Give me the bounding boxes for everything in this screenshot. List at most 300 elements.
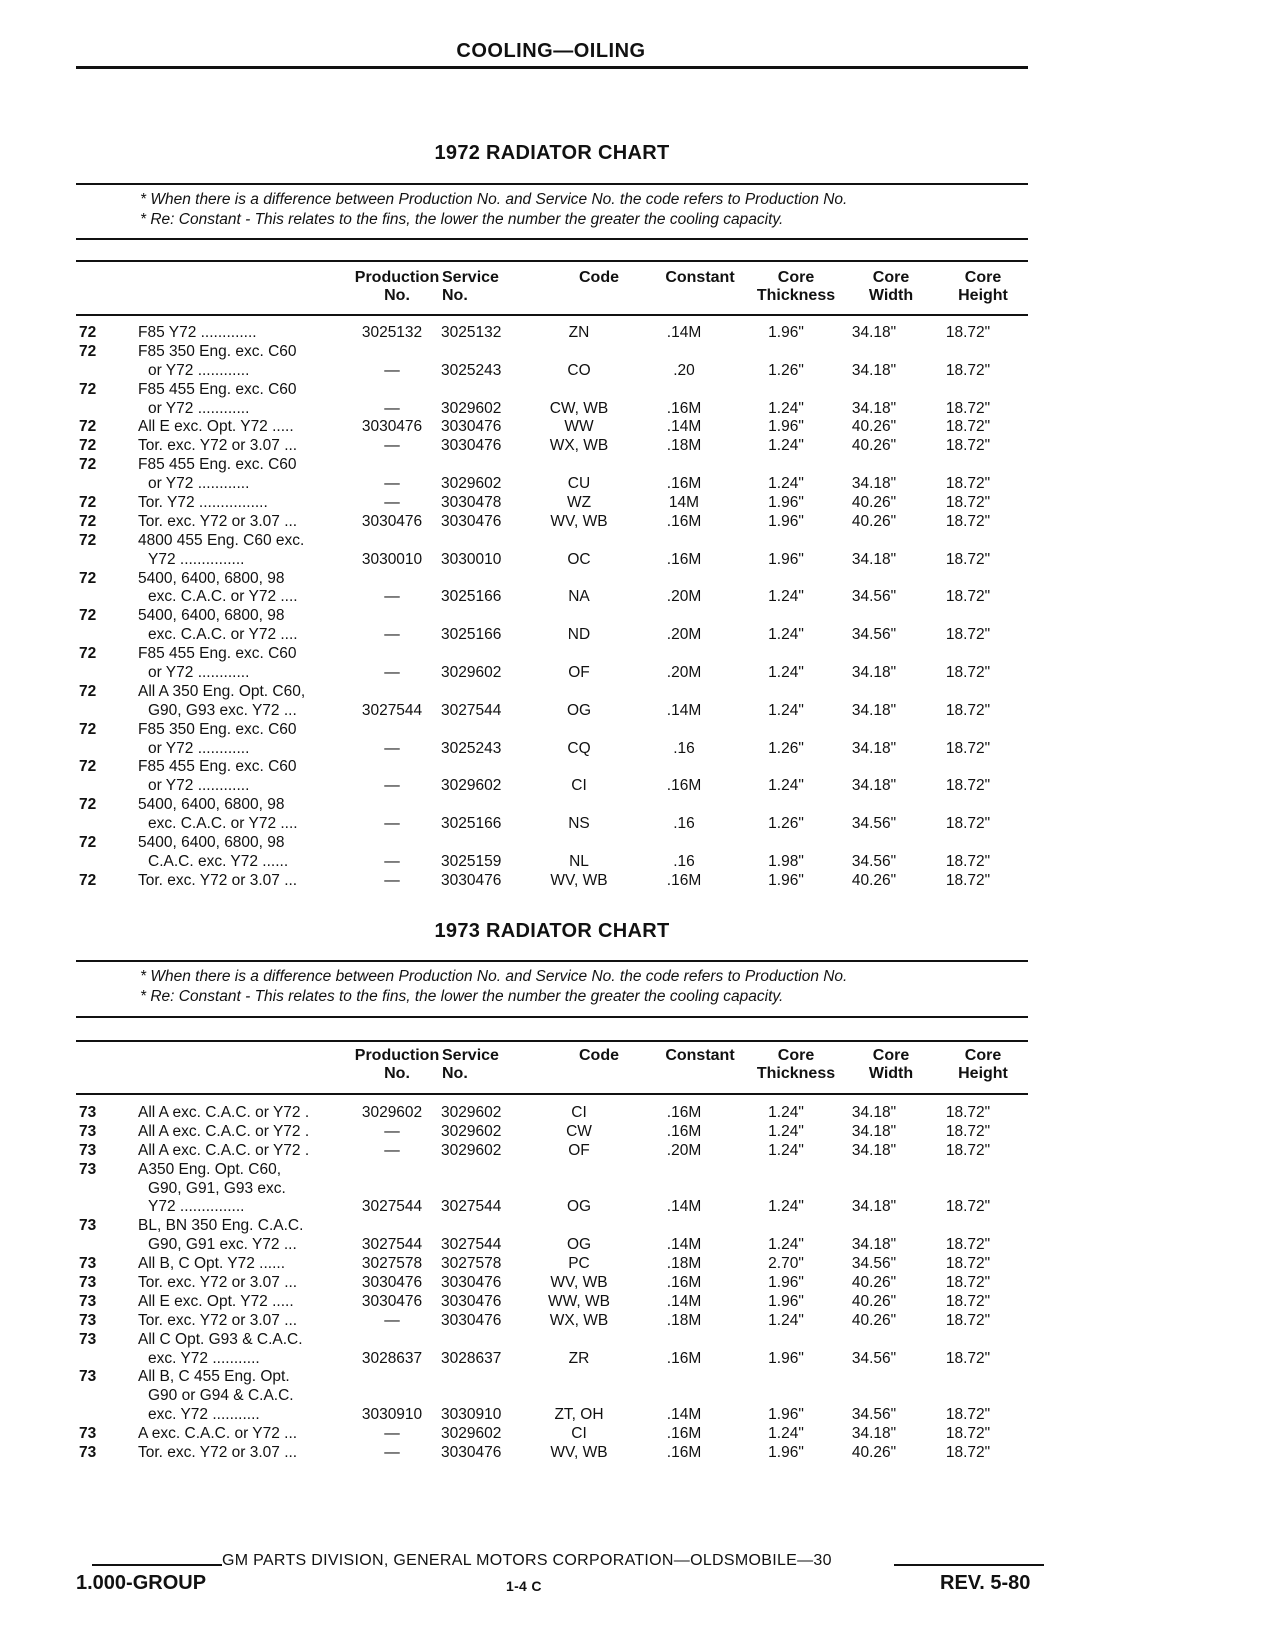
- table-row: [76, 588, 1036, 607]
- service-no-cell: 3029602: [441, 475, 502, 493]
- core-height-cell: 18.72": [945, 1104, 991, 1121]
- divider: [76, 314, 1028, 316]
- production-no-cell: —: [384, 437, 400, 455]
- code-cell: ND: [567, 626, 591, 644]
- core-thickness-cell: 1.24": [768, 588, 804, 606]
- code-cell: CI: [571, 1104, 587, 1121]
- description-cell: C.A.C. exc. Y72 ......: [148, 852, 289, 870]
- production-no-cell: —: [384, 494, 400, 512]
- table-row: [76, 513, 1036, 532]
- constant-cell: .14M: [666, 418, 702, 436]
- year-cell: 73: [79, 1141, 97, 1159]
- description-cell: All E exc. Opt. Y72 .....: [138, 418, 294, 436]
- core-width-cell: 34.56": [851, 588, 897, 606]
- year-cell: 72: [79, 682, 97, 700]
- year-cell: 73: [79, 1311, 97, 1329]
- column-header-service: Service No.: [442, 1047, 499, 1082]
- constant-cell: .14M: [666, 1198, 702, 1216]
- core-thickness-cell: 1.98": [768, 852, 804, 870]
- service-no-cell: 3030476: [441, 1311, 502, 1329]
- service-no-cell: 3025243: [441, 739, 502, 757]
- production-no-cell: —: [384, 588, 400, 606]
- core-width-cell: 34.18": [851, 475, 897, 493]
- divider: [76, 183, 1028, 185]
- core-thickness-cell: 1.24": [768, 1311, 804, 1329]
- production-no-cell: 3030010: [361, 550, 423, 568]
- core-thickness-cell: 1.24": [768, 1141, 804, 1159]
- service-no-cell: 3030476: [441, 1292, 502, 1310]
- constant-cell: .16M: [666, 550, 702, 568]
- core-height-cell: 18.72": [945, 1444, 991, 1462]
- divider: [76, 1093, 1028, 1095]
- constant-cell: .14M: [666, 701, 702, 719]
- divider: [76, 1040, 1028, 1042]
- year-cell: 72: [79, 324, 97, 341]
- constant-cell: .20M: [666, 588, 702, 606]
- service-no-cell: 3027544: [441, 1236, 502, 1254]
- core-width-cell: 34.56": [851, 852, 897, 870]
- constant-cell: .16M: [666, 1122, 702, 1140]
- table-row: [76, 551, 1036, 570]
- description-cell: F85 Y72 .............: [138, 324, 257, 341]
- core-thickness-cell: 1.96": [768, 418, 804, 436]
- core-thickness-cell: 1.96": [768, 1406, 804, 1424]
- description-cell: Tor. exc. Y72 or 3.07 ...: [138, 871, 298, 889]
- table-row: [76, 1180, 1036, 1199]
- code-cell: NS: [568, 815, 590, 833]
- constant-cell: .18M: [666, 1311, 702, 1329]
- code-cell: CQ: [567, 739, 591, 757]
- code-cell: PC: [568, 1255, 590, 1273]
- table-row: [76, 1198, 1036, 1217]
- column-header-service: Service No.: [442, 269, 499, 304]
- year-cell: 73: [79, 1368, 97, 1386]
- table-row: [76, 626, 1036, 645]
- code-cell: WW: [564, 418, 594, 436]
- core-height-cell: 18.72": [945, 852, 991, 870]
- table-row: [76, 1104, 1036, 1123]
- table-row: [76, 796, 1036, 815]
- description-cell: All A exc. C.A.C. or Y72 .: [138, 1104, 310, 1121]
- service-no-cell: 3025166: [441, 815, 502, 833]
- code-cell: CI: [571, 777, 587, 795]
- core-width-cell: 40.26": [851, 1292, 897, 1310]
- description-cell: 4800 455 Eng. C60 exc.: [138, 531, 305, 549]
- core-thickness-cell: 1.96": [768, 494, 804, 512]
- service-no-cell: 3025166: [441, 626, 502, 644]
- core-thickness-cell: 1.96": [768, 1292, 804, 1310]
- core-height-cell: 18.72": [945, 475, 991, 493]
- core-height-cell: 18.72": [945, 777, 991, 795]
- year-cell: 73: [79, 1444, 97, 1462]
- table-row: [76, 740, 1036, 759]
- core-thickness-cell: 1.96": [768, 550, 804, 568]
- service-no-cell: 3027544: [441, 1198, 502, 1216]
- constant-cell: 14M: [668, 494, 700, 512]
- constant-cell: .16: [673, 815, 695, 833]
- core-width-cell: 34.56": [851, 626, 897, 644]
- core-height-cell: 18.72": [945, 1236, 991, 1254]
- year-cell: 72: [79, 871, 97, 889]
- core-thickness-cell: 1.24": [768, 1425, 804, 1443]
- service-no-cell: 3030476: [441, 871, 502, 889]
- production-no-cell: —: [384, 399, 400, 417]
- year-cell: 72: [79, 645, 97, 663]
- core-thickness-cell: 1.24": [768, 1122, 804, 1140]
- code-cell: ZT, OH: [554, 1406, 604, 1424]
- core-height-cell: 18.72": [945, 550, 991, 568]
- column-header-core-height: Core Height: [958, 1047, 1008, 1082]
- table-row: [76, 758, 1036, 777]
- core-width-cell: 40.26": [851, 512, 897, 530]
- service-no-cell: 3029602: [441, 399, 502, 417]
- year-cell: 73: [79, 1217, 97, 1235]
- description-cell: All A 350 Eng. Opt. C60,: [138, 682, 306, 700]
- constant-cell: .16M: [666, 475, 702, 493]
- table-row: [76, 683, 1036, 702]
- core-height-cell: 18.72": [945, 1406, 991, 1424]
- description-cell: All B, C Opt. Y72 ......: [138, 1255, 286, 1273]
- column-header-core-width: Core Width: [868, 1047, 914, 1082]
- core-width-cell: 34.56": [851, 1255, 897, 1273]
- notes-1972: [140, 190, 1020, 230]
- core-thickness-cell: 1.96": [768, 1274, 804, 1292]
- production-no-cell: 3028637: [361, 1349, 423, 1367]
- production-no-cell: —: [384, 1141, 400, 1159]
- table-row: [76, 1406, 1036, 1425]
- code-cell: WX, WB: [549, 437, 609, 455]
- constant-cell: .16M: [666, 871, 702, 889]
- core-height-cell: 18.72": [945, 1292, 991, 1310]
- header-rule: [76, 66, 1028, 69]
- core-thickness-cell: 1.26": [768, 815, 804, 833]
- divider: [76, 238, 1028, 240]
- code-cell: OC: [567, 550, 591, 568]
- year-cell: 72: [79, 531, 97, 549]
- table-row: [76, 645, 1036, 664]
- service-no-cell: 3029602: [441, 1104, 502, 1121]
- code-cell: OG: [566, 1236, 592, 1254]
- note-line: * Re: Constant - This relates to the fins, the lower the number the greater the cooling capacity.: [140, 211, 784, 228]
- footer-group: 1.000-GROUP: [76, 1572, 207, 1594]
- constant-cell: .20M: [666, 626, 702, 644]
- table-row: [76, 1161, 1036, 1180]
- core-thickness-cell: 1.24": [768, 475, 804, 493]
- year-cell: 72: [79, 758, 97, 776]
- description-cell: F85 455 Eng. exc. C60: [138, 758, 297, 776]
- core-thickness-cell: 1.24": [768, 626, 804, 644]
- description-cell: F85 350 Eng. exc. C60: [138, 342, 297, 360]
- core-thickness-cell: 1.26": [768, 361, 804, 379]
- production-no-cell: 3030476: [361, 512, 423, 530]
- column-header-production: Production No.: [354, 269, 440, 304]
- core-thickness-cell: 1.96": [768, 871, 804, 889]
- code-cell: WV, WB: [550, 1274, 608, 1292]
- core-width-cell: 40.26": [851, 1311, 897, 1329]
- table-row: [76, 1217, 1036, 1236]
- description-cell: exc. C.A.C. or Y72 ....: [148, 588, 298, 606]
- code-cell: WW, WB: [548, 1292, 610, 1310]
- code-cell: OF: [568, 664, 590, 682]
- description-cell: F85 455 Eng. exc. C60: [138, 456, 297, 474]
- core-height-cell: 18.72": [945, 512, 991, 530]
- core-height-cell: 18.72": [945, 361, 991, 379]
- constant-cell: .20: [673, 361, 695, 379]
- core-height-cell: 18.72": [945, 701, 991, 719]
- service-no-cell: 3029602: [441, 1141, 502, 1159]
- core-width-cell: 34.56": [851, 1349, 897, 1367]
- core-width-cell: 40.26": [851, 871, 897, 889]
- constant-cell: .14M: [666, 1292, 702, 1310]
- constant-cell: .16M: [666, 1104, 702, 1121]
- description-cell: All A exc. C.A.C. or Y72 .: [138, 1141, 310, 1159]
- year-cell: 72: [79, 418, 97, 436]
- year-cell: 72: [79, 720, 97, 738]
- production-no-cell: —: [384, 871, 400, 889]
- description-cell: All C Opt. G93 & C.A.C.: [138, 1330, 303, 1348]
- description-cell: or Y72 ............: [148, 777, 250, 795]
- core-width-cell: 34.18": [851, 399, 897, 417]
- production-no-cell: 3027578: [361, 1255, 423, 1273]
- core-thickness-cell: 1.24": [768, 1198, 804, 1216]
- service-no-cell: 3027544: [441, 701, 502, 719]
- description-cell: exc. C.A.C. or Y72 ....: [148, 815, 298, 833]
- constant-cell: .16: [673, 739, 695, 757]
- core-height-cell: 18.72": [945, 815, 991, 833]
- core-width-cell: 34.18": [851, 777, 897, 795]
- core-width-cell: 40.26": [851, 494, 897, 512]
- description-cell: G90, G93 exc. Y72 ...: [148, 701, 297, 719]
- service-no-cell: 3025159: [441, 852, 502, 870]
- production-no-cell: 3027544: [361, 1198, 423, 1216]
- table-row: [76, 777, 1036, 796]
- note-line: * When there is a difference between Production No. and Service No. the code refers to Production No.: [140, 191, 848, 208]
- production-no-cell: —: [384, 777, 400, 795]
- description-cell: G90, G91 exc. Y72 ...: [148, 1236, 297, 1254]
- constant-cell: .16M: [666, 1349, 702, 1367]
- year-cell: 73: [79, 1160, 97, 1178]
- description-cell: or Y72 ............: [148, 739, 250, 757]
- core-width-cell: 34.18": [851, 324, 897, 341]
- constant-cell: .14M: [666, 1406, 702, 1424]
- table-row: [76, 607, 1036, 626]
- core-width-cell: 34.18": [851, 550, 897, 568]
- table-row: [76, 1331, 1036, 1350]
- constant-cell: .14M: [666, 1236, 702, 1254]
- description-cell: Tor. exc. Y72 or 3.07 ...: [138, 1444, 298, 1462]
- description-cell: F85 455 Eng. exc. C60: [138, 380, 297, 398]
- column-header-core-thickness: Core Thickness: [756, 269, 836, 304]
- core-height-cell: 18.72": [945, 626, 991, 644]
- description-cell: Y72 ...............: [148, 1198, 245, 1216]
- table-row: [76, 1444, 1036, 1463]
- code-cell: NA: [568, 588, 590, 606]
- core-width-cell: 34.18": [851, 664, 897, 682]
- service-no-cell: 3029602: [441, 777, 502, 795]
- table-row: [76, 664, 1036, 683]
- description-cell: G90 or G94 & C.A.C.: [148, 1387, 294, 1405]
- core-thickness-cell: 2.70": [768, 1255, 804, 1273]
- service-no-cell: 3030476: [441, 418, 502, 436]
- code-cell: CW: [566, 1122, 592, 1140]
- table-row: [76, 362, 1036, 381]
- year-cell: 72: [79, 569, 97, 587]
- description-cell: or Y72 ............: [148, 664, 250, 682]
- core-width-cell: 40.26": [851, 1274, 897, 1292]
- table-row: [76, 570, 1036, 589]
- production-no-cell: 3027544: [361, 1236, 423, 1254]
- core-thickness-cell: 1.24": [768, 399, 804, 417]
- service-no-cell: 3030010: [441, 550, 502, 568]
- core-height-cell: 18.72": [945, 1141, 991, 1159]
- core-width-cell: 34.18": [851, 1198, 897, 1216]
- year-cell: 72: [79, 512, 97, 530]
- description-cell: BL, BN 350 Eng. C.A.C.: [138, 1217, 304, 1235]
- table-row: [76, 1123, 1036, 1142]
- core-height-cell: 18.72": [945, 739, 991, 757]
- code-cell: OG: [566, 1198, 592, 1216]
- code-cell: CW, WB: [549, 399, 609, 417]
- table-row: [76, 1387, 1036, 1406]
- production-no-cell: 3025132: [361, 324, 423, 341]
- year-cell: 72: [79, 437, 97, 455]
- core-width-cell: 34.18": [851, 1236, 897, 1254]
- constant-cell: .16M: [666, 512, 702, 530]
- divider: [76, 1016, 1028, 1018]
- core-width-cell: 34.18": [851, 1122, 897, 1140]
- production-no-cell: —: [384, 1425, 400, 1443]
- constant-cell: .16M: [666, 1425, 702, 1443]
- table-row: [76, 343, 1036, 362]
- production-no-cell: 3030910: [361, 1406, 423, 1424]
- code-cell: OG: [566, 701, 592, 719]
- core-width-cell: 34.18": [851, 361, 897, 379]
- description-cell: Tor. exc. Y72 or 3.07 ...: [138, 512, 298, 530]
- table-row: [76, 1255, 1036, 1274]
- code-cell: OF: [568, 1141, 590, 1159]
- service-no-cell: 3030476: [441, 437, 502, 455]
- column-header-core-thickness: Core Thickness: [756, 1047, 836, 1082]
- year-cell: 72: [79, 607, 97, 625]
- service-no-cell: 3030478: [441, 494, 502, 512]
- core-height-cell: 18.72": [945, 588, 991, 606]
- code-cell: WV, WB: [550, 871, 608, 889]
- core-height-cell: 18.72": [945, 494, 991, 512]
- table-1973: [76, 1104, 1036, 1463]
- core-height-cell: 18.72": [945, 1311, 991, 1329]
- service-no-cell: 3029602: [441, 1425, 502, 1443]
- constant-cell: .18M: [666, 1255, 702, 1273]
- production-no-cell: —: [384, 1122, 400, 1140]
- table-row: [76, 437, 1036, 456]
- description-cell: Tor. exc. Y72 or 3.07 ...: [138, 1311, 298, 1329]
- description-cell: F85 350 Eng. exc. C60: [138, 720, 297, 738]
- description-cell: Tor. Y72 ................: [138, 494, 268, 512]
- table-row: [76, 1274, 1036, 1293]
- year-cell: 73: [79, 1122, 97, 1140]
- constant-cell: .16M: [666, 1444, 702, 1462]
- production-no-cell: —: [384, 475, 400, 493]
- core-thickness-cell: 1.24": [768, 777, 804, 795]
- code-cell: WV, WB: [550, 512, 608, 530]
- column-header-production: Production No.: [354, 1047, 440, 1082]
- description-cell: F85 455 Eng. exc. C60: [138, 645, 297, 663]
- divider: [76, 260, 1028, 262]
- production-no-cell: —: [384, 739, 400, 757]
- column-header-constant: Constant: [665, 1047, 735, 1064]
- code-cell: ZN: [568, 324, 590, 341]
- production-no-cell: 3027544: [361, 701, 423, 719]
- description-cell: G90, G91, G93 exc.: [148, 1179, 286, 1197]
- table-1972: [76, 324, 1036, 891]
- description-cell: A350 Eng. Opt. C60,: [138, 1160, 282, 1178]
- core-thickness-cell: 1.24": [768, 664, 804, 682]
- core-thickness-cell: 1.24": [768, 1236, 804, 1254]
- footer-rule-left: [92, 1564, 222, 1566]
- core-thickness-cell: 1.96": [768, 1349, 804, 1367]
- description-cell: 5400, 6400, 6800, 98: [138, 834, 285, 852]
- table-row: [76, 815, 1036, 834]
- core-width-cell: 34.18": [851, 1104, 897, 1121]
- table-row: [76, 702, 1036, 721]
- column-header-code: Code: [579, 1047, 619, 1064]
- table-row: [76, 1350, 1036, 1369]
- note-line: * When there is a difference between Production No. and Service No. the code refers to Production No.: [140, 968, 848, 985]
- notes-1973: [140, 967, 1020, 1007]
- year-cell: 73: [79, 1330, 97, 1348]
- service-no-cell: 3030910: [441, 1406, 502, 1424]
- core-thickness-cell: 1.96": [768, 1444, 804, 1462]
- core-height-cell: 18.72": [945, 664, 991, 682]
- constant-cell: .16M: [666, 399, 702, 417]
- production-no-cell: —: [384, 1444, 400, 1462]
- description-cell: Y72 ...............: [148, 550, 245, 568]
- service-no-cell: 3028637: [441, 1349, 502, 1367]
- footer-division: GM PARTS DIVISION, GENERAL MOTORS CORPORATION—OLDSMOBILE—30: [222, 1552, 832, 1569]
- table-row: [76, 475, 1036, 494]
- note-line: * Re: Constant - This relates to the fins, the lower the number the greater the cooling capacity.: [140, 988, 784, 1005]
- core-height-cell: 18.72": [945, 1425, 991, 1443]
- service-no-cell: 3029602: [441, 664, 502, 682]
- code-cell: NL: [569, 852, 589, 870]
- footer-page-number: 1-4 C: [506, 1578, 542, 1594]
- production-no-cell: —: [384, 664, 400, 682]
- core-height-cell: 18.72": [945, 399, 991, 417]
- code-cell: ZR: [568, 1349, 590, 1367]
- service-no-cell: 3025132: [441, 324, 502, 341]
- description-cell: or Y72 ............: [148, 361, 250, 379]
- page-title: COOLING—OILING: [456, 40, 646, 62]
- service-no-cell: 3025243: [441, 361, 502, 379]
- table-row: [76, 1312, 1036, 1331]
- production-no-cell: 3029602: [361, 1104, 423, 1121]
- description-cell: A exc. C.A.C. or Y72 ...: [138, 1425, 298, 1443]
- code-cell: WZ: [566, 494, 592, 512]
- core-height-cell: 18.72": [945, 418, 991, 436]
- table-row: [76, 494, 1036, 513]
- core-height-cell: 18.72": [945, 1274, 991, 1292]
- table-row: [76, 418, 1036, 437]
- table-row: [76, 1236, 1036, 1255]
- constant-cell: .18M: [666, 437, 702, 455]
- core-width-cell: 34.56": [851, 1406, 897, 1424]
- description-cell: All E exc. Opt. Y72 .....: [138, 1292, 294, 1310]
- code-cell: WV, WB: [550, 1444, 608, 1462]
- description-cell: exc. C.A.C. or Y72 ....: [148, 626, 298, 644]
- constant-cell: .14M: [666, 324, 702, 341]
- year-cell: 72: [79, 456, 97, 474]
- table-row: [76, 834, 1036, 853]
